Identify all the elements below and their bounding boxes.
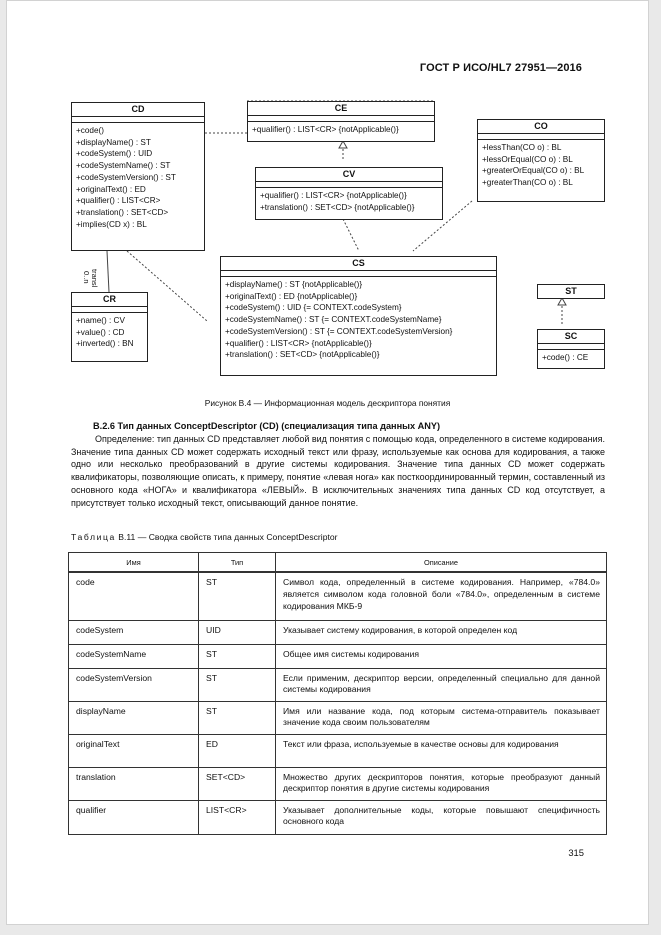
cell-type: ST [199,644,276,668]
uml-operation: +codeSystemVersion() : ST [76,172,176,182]
uml-operation: +value() : CD [76,327,125,337]
column-header-type: Тип [199,553,276,573]
uml-class-title: CV [256,168,442,182]
table-row [69,734,607,767]
relation-role-label: transl [90,269,99,288]
cell-description: Если применим, дескриптор версии, определенный специально для данной системы кодирования [276,668,607,701]
uml-class-sc [537,329,605,369]
cell-name: codeSystem [69,620,199,644]
section-heading: B.2.6 Тип данных ConceptDescriptor (CD) (специализация типа данных ANY) [93,421,441,431]
uml-operation: +codeSystem() : UID [76,149,153,159]
uml-class-title: SC [538,330,604,344]
uml-operation: +implies(CD x) : BL [76,219,147,229]
uml-operation: +lessOrEqual(CO o) : BL [482,154,573,164]
cell-type: ST [199,668,276,701]
uml-class-co [477,119,605,202]
uml-class-ce [247,101,435,142]
uml-operation: +lessThan(CO o) : BL [482,143,562,152]
uml-class-title: CS [221,257,496,271]
table-row [69,572,607,620]
uml-operation: +code() : CE [542,353,589,362]
uml-operation: +translation() : SET<CD> [76,207,169,217]
table-caption-text: B.11 — Сводка свойств типа данных ConceptDescriptor [115,532,338,542]
uml-operation: +qualifier() : LIST<CR> [76,196,161,206]
uml-operation: +originalText() : ED {notApplicable()} [225,291,358,301]
cell-description: Множество других дескрипторов понятия, которые преобразуют данный дескриптор понятия в другие системы кодирования [276,767,607,800]
uml-operation: +displayName() : ST [76,137,151,147]
cell-description: Общее имя системы кодирования [276,644,607,668]
uml-operations [72,313,147,352]
cell-description: Имя или название кода, под которым система-отправитель показывает значение кода своим пользователям [276,701,607,734]
figure-caption: Рисунок B.4 — Информационная модель дескриптора понятия [204,398,451,408]
column-header-name: Имя [69,553,199,573]
uml-operation: +codeSystemName() : ST {= CONTEXT.codeSystemName} [225,315,442,325]
table-row [69,800,607,834]
cell-description: Текст или фраза, используемые в качестве основы для кодирования [276,734,607,767]
cell-type: ST [199,701,276,734]
cell-name: codeSystemName [69,644,199,668]
uml-operations [72,123,204,232]
cell-type: ST [199,572,276,620]
cell-name: displayName [69,701,199,734]
cell-type: ED [199,734,276,767]
table-caption-label: Таблица [71,532,116,542]
properties-table [68,552,607,835]
document-page [6,0,649,925]
cell-type: UID [199,620,276,644]
uml-operation: +codeSystemName() : ST [76,161,171,171]
cell-name: originalText [69,734,199,767]
uml-operation: +qualifier() : LIST<CR> {notApplicable()} [252,125,399,134]
standard-header: ГОСТ Р ИСО/HL7 27951—2016 [419,62,582,74]
uml-class-title: CE [248,102,434,116]
uml-operations [221,277,496,363]
uml-operations [538,350,604,366]
uml-operation: +translation() : SET<CD> {notApplicable()} [260,202,415,212]
uml-operation: +codeSystem() : UID {= CONTEXT.codeSystem} [225,303,402,313]
table-row [69,767,607,800]
cell-name: translation [69,767,199,800]
cell-description: Указывает систему кодирования, в которой определен код [276,620,607,644]
uml-operation: +name() : CV [76,316,125,325]
uml-operation: +greaterOrEqual(CO o) : BL [482,166,585,176]
uml-class-cv [255,167,443,220]
uml-class-cs [220,256,497,376]
uml-operations [256,188,442,215]
uml-class-title: CR [72,293,147,307]
uml-class-cr [71,292,148,362]
uml-operation: +codeSystemVersion() : ST {= CONTEXT.codeSystemVersion} [225,326,453,336]
uml-class-title: ST [565,286,577,296]
uml-operation: +code() [76,126,104,135]
definition-paragraph: Определение: тип данных CD представляет любой вид понятия с помощью кода, определенного в системе кодирования. Значение типа данных CD может содержать исходный текст или фразу, используемые как основа для кодирования, а также одно или несколько преобразований в другие системы кодирования. Значение типа данных CD может содержать квалификаторы, позволяющие описать, к примеру, понятие «левая нога» как посткоординированный термин, составленный из основного кода «НОГА» и квалификатора «ЛЕВЫЙ». В исключительных значениях типа данных CD код отсутствует, а присутствует только исходный текст, описывающий данное понятие. [71,434,605,508]
uml-operation: +originalText() : ED [76,184,146,194]
uml-operations [248,122,434,138]
table-row [69,701,607,734]
uml-class-title: CD [72,103,204,117]
table-row [69,644,607,668]
uml-operation: +displayName() : ST {notApplicable()} [225,280,363,289]
relation-multiplicity-label: 0..n [82,271,91,284]
cell-type: SET<CD> [199,767,276,800]
uml-operation: +qualifier() : LIST<CR> {notApplicable()} [225,338,372,348]
cell-type: LIST<CR> [199,800,276,834]
table-header-row [69,553,607,573]
uml-class-st [537,284,605,299]
uml-operation: +inverted() : BN [76,339,134,349]
uml-operation: +translation() : SET<CD> {notApplicable()} [225,350,380,360]
cell-description: Указывает дополнительные коды, которые повышают специфичность основного кода [276,800,607,834]
page-number: 315 [568,847,584,858]
table-row [69,668,607,701]
column-header-description: Описание [276,553,607,573]
table-caption [71,532,338,542]
cell-name: code [69,572,199,620]
cell-name: qualifier [69,800,199,834]
cell-name: codeSystemVersion [69,668,199,701]
uml-operation: +qualifier() : LIST<CR> {notApplicable()} [260,191,407,200]
uml-class-title: CO [478,120,604,134]
uml-operations [478,140,604,191]
uml-operation: +greaterThan(CO o) : BL [482,178,573,188]
uml-class-cd [71,102,205,251]
cell-description: Символ кода, определенный в системе кодирования. Например, «784.0» является символом кода головной боли «784.0», определенным в системе кодирования МКБ-9 [276,572,607,620]
table-row [69,620,607,644]
